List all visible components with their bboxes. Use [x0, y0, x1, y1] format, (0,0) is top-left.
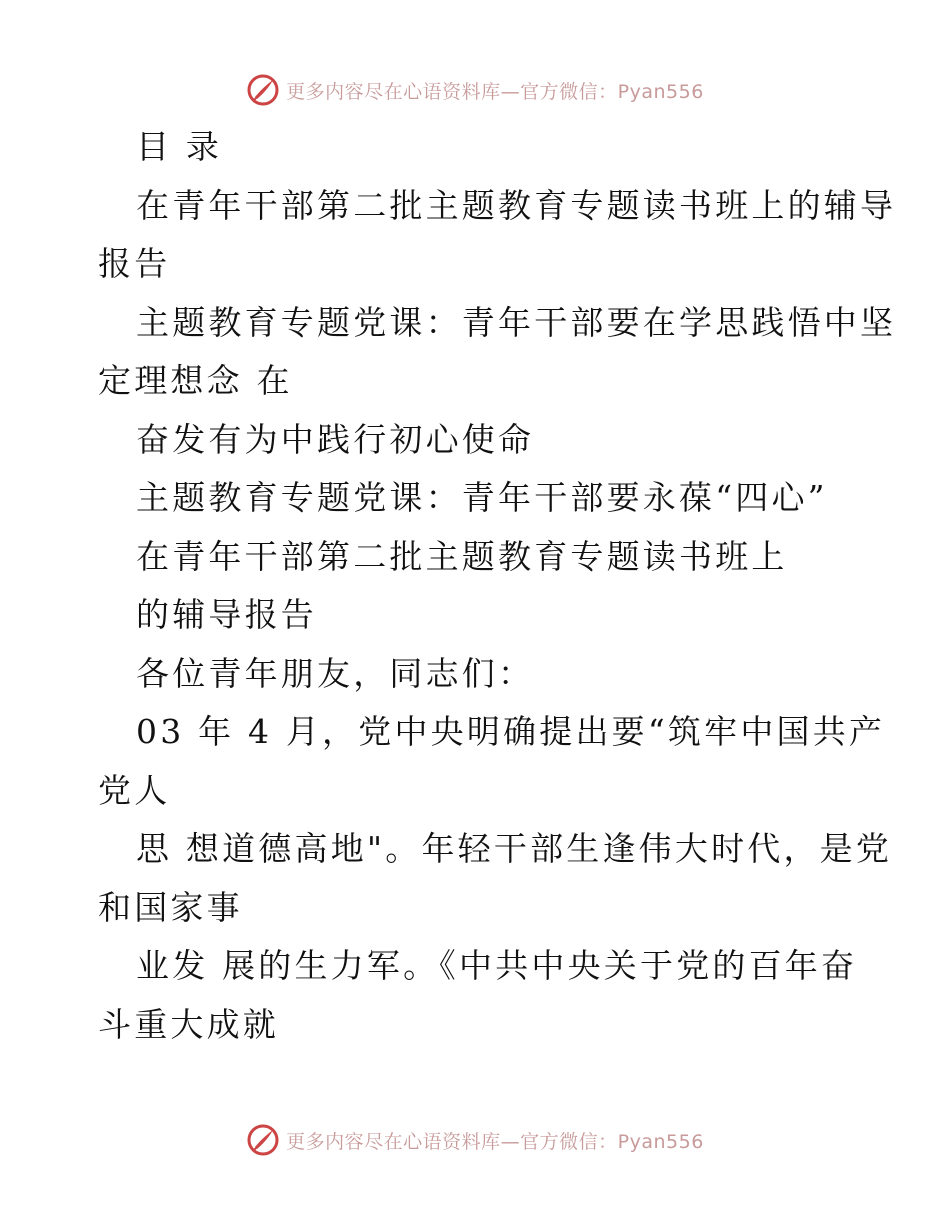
text-line: 奋发有为中践行初心使命	[136, 419, 535, 459]
text-line: 目 录	[136, 127, 223, 166]
quill-logo-icon	[246, 73, 280, 107]
text-line: 业发 展的生力军。《中共中央关于党的百年奋	[136, 946, 858, 985]
document-body	[98, 118, 897, 1054]
header-watermark	[0, 70, 950, 110]
quill-logo-icon	[246, 1123, 280, 1157]
text-line: 在青年干部第二批主题教育专题读书班上的辅导	[136, 185, 897, 225]
text-line: 报告	[98, 244, 171, 283]
text-line: 的辅导报告	[136, 595, 317, 634]
text-line: 和国家事	[98, 887, 243, 927]
text-line: 在青年干部第二批主题教育专题读书班上	[136, 536, 788, 576]
text-line: 斗重大成就	[98, 1004, 279, 1044]
text-line: 03 年 4 月，党中央明确提出要“筑牢中国共产	[136, 712, 886, 751]
text-line: 主题教育专题党课：青年干部要在学思践悟中坚	[136, 302, 897, 342]
text-line: 主题教育专题党课：青年干部要永葆“四心”	[136, 478, 828, 517]
text-line: 各位青年朋友，同志们：	[136, 653, 535, 693]
text-line: 党人	[98, 770, 171, 810]
footer-watermark	[0, 1120, 950, 1160]
watermark-text: 更多内容尽在心语资料库—官方微信：Pyan556	[286, 1130, 704, 1153]
watermark-text: 更多内容尽在心语资料库—官方微信：Pyan556	[286, 80, 704, 103]
text-line: 思 想道德高地"。年轻干部生逢伟大时代，是党	[136, 829, 893, 868]
text-line: 定理想念 在	[98, 361, 293, 400]
